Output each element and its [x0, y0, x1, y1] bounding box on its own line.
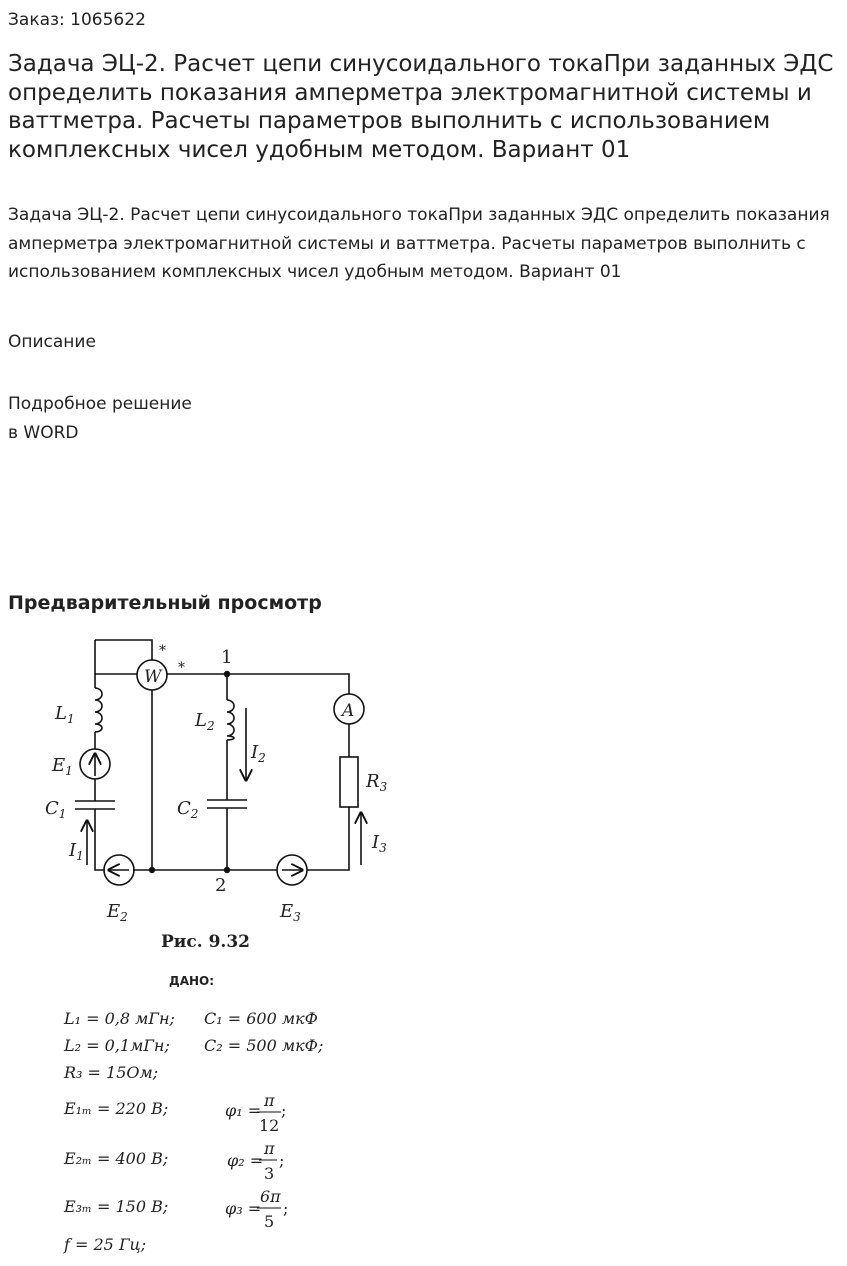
wattmeter-star-1: * — [159, 643, 166, 659]
given-phi2 — [227, 1139, 284, 1183]
wattmeter-label: W — [144, 667, 162, 687]
label-i3: $I_3$ — [372, 832, 387, 855]
label-e3: $E_3$ — [280, 901, 301, 924]
label-c1: $C_1$ — [45, 798, 67, 821]
label-c2: $C_2$ — [177, 798, 199, 821]
given-heading: ДАНО: — [169, 974, 215, 988]
preview-image — [0, 620, 847, 1266]
svg-text:;: ; — [283, 1199, 289, 1218]
solution-label: Подробное решение — [8, 394, 192, 414]
inductor-l2 — [227, 700, 234, 740]
capacitor-c2 — [207, 800, 247, 808]
given-e3m: E₃ₘ = 150 В; — [64, 1197, 169, 1216]
node-dot-1 — [224, 671, 230, 677]
svg-text:φ₁ =: φ₁ = — [225, 1101, 262, 1120]
wattmeter-star-2: * — [178, 660, 185, 676]
svg-text:φ₂ =: φ₂ = — [227, 1151, 264, 1170]
given-frequency: f = 25 Гц; — [64, 1235, 147, 1254]
svg-text:;: ; — [279, 1151, 285, 1170]
label-r3: $R_3$ — [366, 771, 388, 794]
format-label: в WORD — [8, 423, 79, 443]
figure-caption: Рис. 9.32 — [161, 932, 250, 952]
svg-text:6π: 6π — [260, 1187, 281, 1206]
node-label-1: 1 — [221, 647, 233, 668]
svg-text:;: ; — [281, 1101, 287, 1120]
svg-text:3: 3 — [264, 1164, 275, 1183]
circuit-diagram — [75, 640, 364, 885]
label-i2: $I_2$ — [251, 742, 266, 765]
given-c1: C₁ = 600 мкФ — [204, 1009, 318, 1028]
given-l1: L₁ = 0,8 мГн; — [64, 1009, 175, 1028]
task-description: Задача ЭЦ-2. Расчет цепи синусоидального токаПри заданных ЭДС определить показания амперметра электромагнитной системы и ваттметра. Расчеты параметров выполнить с использованием комплексных чисел удобным методом. Вариант 01 — [8, 205, 830, 282]
given-e2m: E₂ₘ = 400 В; — [64, 1149, 169, 1168]
resistor-r3 — [340, 757, 358, 807]
given-l2: L₂ = 0,1мГн; — [64, 1036, 170, 1055]
svg-text:12: 12 — [259, 1116, 280, 1135]
description-label: Описание — [8, 332, 96, 352]
label-e1: $E_1$ — [52, 755, 73, 778]
ammeter-label: A — [342, 701, 355, 721]
given-phi3 — [225, 1187, 288, 1231]
label-l2: $L_2$ — [195, 710, 215, 733]
node-dot-left — [149, 867, 155, 873]
label-e2: $E_2$ — [107, 901, 128, 924]
order-number: Заказ: 1065622 — [8, 10, 146, 30]
given-r3: R₃ = 15Ом; — [64, 1063, 159, 1082]
capacitor-c1 — [75, 801, 115, 809]
node-dot-2 — [224, 867, 230, 873]
given-phi1 — [225, 1091, 286, 1135]
node-label-2: 2 — [215, 875, 227, 896]
given-c2: C₂ = 500 мкФ; — [204, 1036, 324, 1055]
svg-text:5: 5 — [264, 1212, 275, 1231]
label-i1: $I_1$ — [69, 840, 84, 863]
svg-text:φ₃ =: φ₃ = — [225, 1199, 262, 1218]
svg-text:π: π — [264, 1139, 275, 1158]
given-e1m: E₁ₘ = 220 В; — [64, 1099, 169, 1118]
label-l1: $L_1$ — [55, 703, 75, 726]
preview-heading: Предварительный просмотр — [8, 592, 322, 614]
inductor-l1 — [95, 688, 102, 732]
page-title: Задача ЭЦ-2. Расчет цепи синусоидального токаПри заданных ЭДС определить показания амперметра электромагнитной системы и ваттметра. Расчеты параметров выполнить с использованием комплексных чисел удобным методом. Вариант 01 — [8, 51, 834, 163]
svg-text:π: π — [264, 1091, 275, 1110]
